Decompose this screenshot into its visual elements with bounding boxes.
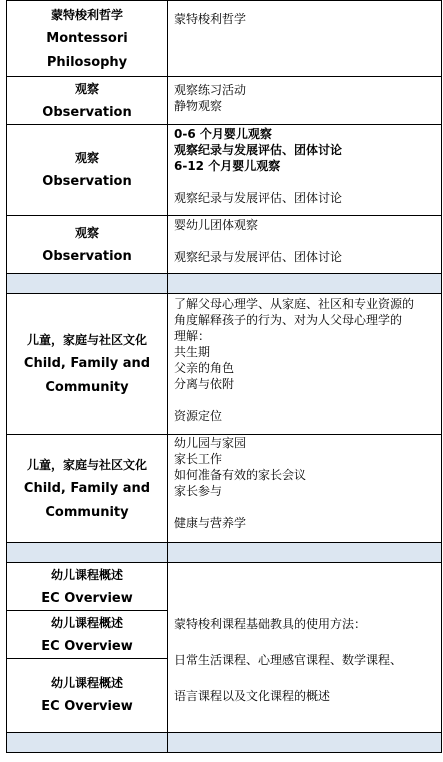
course-content-cell — [168, 125, 442, 215]
course-name-en: Child, Family and — [23, 356, 151, 371]
content-line: 健康与营养学 — [174, 516, 247, 530]
content-line: 家长工作 — [174, 452, 223, 466]
content-spacer — [174, 669, 441, 687]
content-spacer — [174, 633, 441, 651]
ec-overview-names — [6, 563, 168, 732]
section-separator — [6, 274, 442, 294]
course-name-cell — [6, 216, 168, 273]
content-line: 幼儿园与家园 — [174, 436, 247, 450]
section-separator — [6, 543, 442, 563]
course-content-cell — [168, 216, 442, 273]
course-name-cell — [7, 563, 167, 611]
course-name-zh: 观察 — [74, 151, 99, 165]
content-line: 了解父母心理学、从家庭、社区和专业资源的 — [174, 297, 415, 311]
content-line: 如何准备有效的家长会议 — [174, 468, 307, 482]
course-name-en: Community — [45, 504, 129, 520]
content-line: 日常生活课程、心理感官课程、数学课程、 — [174, 652, 403, 667]
course-content-cell — [168, 563, 442, 732]
content-line: 理解： — [174, 329, 211, 343]
content-line: 蒙特梭利哲学 — [174, 12, 247, 26]
course-name-cell — [7, 659, 167, 731]
course-name-cell — [6, 435, 168, 542]
course-name-zh: 幼儿课程概述 — [50, 567, 123, 582]
table-row — [6, 294, 442, 435]
course-name-en: Observation — [42, 248, 132, 264]
content-line: 婴幼儿团体观察 — [174, 218, 259, 232]
course-name-zh: 儿童，家庭与社区文化 — [26, 333, 147, 347]
content-line: 静物观察 — [174, 99, 223, 113]
section-separator — [6, 733, 442, 753]
course-name-en: EC Overview — [41, 590, 133, 606]
course-name-zh: 儿童，家庭与社区文化 — [26, 457, 147, 472]
course-name-en: EC Overview — [41, 699, 133, 714]
content-spacer — [174, 499, 441, 515]
course-content-cell — [168, 294, 442, 434]
content-line: 观察纪录与发展评估、团体讨论 — [174, 250, 343, 264]
course-content-cell — [168, 435, 442, 542]
content-spacer — [174, 174, 441, 190]
curriculum-table — [6, 0, 442, 753]
content-line: 语言课程以及文化课程的概述 — [174, 688, 331, 703]
course-name-en: Philosophy — [46, 54, 128, 70]
course-content-cell — [168, 77, 442, 124]
content-line: 家长参与 — [174, 484, 223, 498]
content-line: 资源定位 — [174, 409, 223, 423]
course-name-zh: 蒙特梭利哲学 — [50, 7, 123, 22]
table-row — [6, 216, 442, 274]
course-name-zh: 观察 — [74, 81, 99, 96]
course-name-en: EC Overview — [41, 638, 133, 654]
course-name-zh: 观察 — [74, 225, 99, 240]
course-name-zh: 幼儿课程概述 — [50, 676, 123, 690]
course-name-en: Observation — [42, 174, 132, 189]
content-line: 父亲的角色 — [174, 361, 235, 375]
content-line: 6-12 个月婴儿观察 — [174, 159, 281, 173]
content-line: 共生期 — [174, 345, 211, 359]
course-name-en: Community — [45, 380, 129, 395]
content-spacer — [174, 392, 441, 408]
table-row — [6, 125, 442, 216]
course-name-en: Montessori — [46, 30, 128, 46]
content-line: 观察纪录与发展评估、团体讨论 — [174, 143, 343, 157]
course-name-en: Observation — [42, 104, 132, 120]
content-line: 角度解释孩子的行为、对为人父母心理学的 — [174, 313, 403, 327]
course-name-zh: 幼儿课程概述 — [50, 615, 123, 630]
content-line: 观察练习活动 — [174, 83, 247, 97]
course-name-cell — [6, 1, 168, 76]
table-row — [6, 77, 442, 125]
table-row — [6, 0, 442, 77]
course-name-cell — [6, 77, 168, 124]
content-line: 分离与依附 — [174, 377, 235, 391]
course-name-en: Child, Family and — [23, 480, 151, 496]
content-line: 0-6 个月婴儿观察 — [174, 127, 272, 141]
course-name-cell — [6, 294, 168, 434]
table-row — [6, 435, 442, 543]
content-line: 观察纪录与发展评估、团体讨论 — [174, 191, 343, 205]
content-line: 蒙特梭利课程基础教具的使用方法： — [174, 616, 367, 631]
content-spacer — [174, 233, 441, 249]
ec-overview-block — [6, 563, 442, 733]
course-name-cell — [7, 611, 167, 659]
course-content-cell — [168, 1, 442, 76]
course-name-cell — [6, 125, 168, 215]
